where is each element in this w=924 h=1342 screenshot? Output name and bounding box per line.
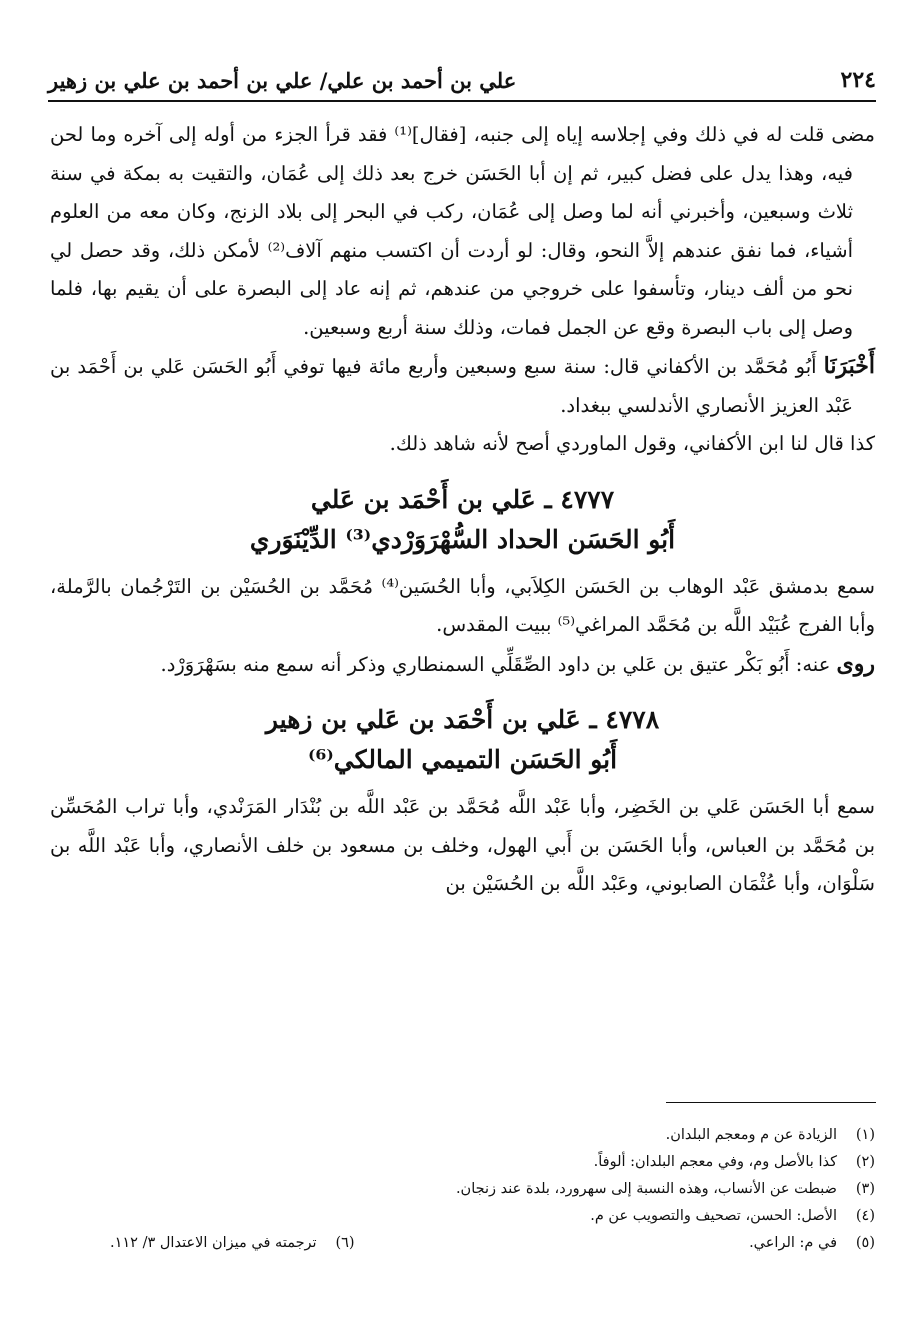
footnote-text: كذا بالأصل وم، وفي معجم البلدان: ألوفاً. [593,1154,837,1170]
footnote-text: في م: الراعي. [749,1235,837,1251]
paragraph-rawa [50,645,875,685]
footnote-3 [50,1176,875,1203]
footnote-4 [50,1203,875,1230]
main-text [50,116,875,904]
paragraph-akhbarana [50,347,875,425]
footnote-number: (٥) [855,1235,875,1251]
keyword-rawa: روى [836,650,875,677]
keyword-akhbarana: أَخْبَرَنَا [823,353,875,379]
footnote-row [50,1230,875,1257]
footnote-number: (١) [855,1127,875,1143]
akhbarana-text: أَبُو مُحَمَّد بن الأكفاني قال: سنة سبع وسبعين وأربع مائة فيها توفي أَبُو الحَسَن عَلي بن أَحْمَد بن عَبْد العزيز الأنصاري الأندلسي ببغداد. [50,355,853,417]
entry-subtitle-4778: أَبُو الحَسَن التميمي المالكي⁽⁶⁾ [307,745,618,774]
footnote-text: ضبطت عن الأنساب، وهذه النسبة إلى سهرورد، بلدة عند زنجان. [455,1181,837,1197]
footnote-number: (٤) [855,1208,875,1224]
entry-title-4778: ٤٧٧٨ ـ عَلي بن أَحْمَد بن عَلي بن زهير [265,705,660,734]
footnote-1 [50,1122,875,1149]
running-title: علي بن أحمد بن علي/ علي بن أحمد بن علي بن زهير [48,67,517,93]
paragraph-continuation: مضى قلت له في ذلك وفي إجلاسه إياه إلى جنبه، [فقال]⁽¹⁾ فقد قرأ الجزء من أوله إلى آخره وما لحن فيه، وهذا يدل على فضل كبير، ثم إن أبا الحَسَن خرج بعد ذلك إلى عُمَان، والتقيت به بمكة في سنة ثلاث وسبعين، وأخبرني أنه لما وصل إلى عُمَان، ركب في البحر إلى بلاد الزنج، وكان معه من العلوم أشياء، فما نفق عندهم إلاَّ النحو، وقال: لو أردت أن اكتسب منهم آلاف⁽²⁾ لأمكن ذلك، وقد حصل لي نحو من ألف دينار، وتأسفوا على خروجي من عندهم، ثم إنه عاد إلى البصرة على أن يقيم بها، فلما وصل إلى باب البصرة وقع عن الجمل فمات، وذلك سنة أربع وسبعين. [50,123,875,339]
footnote-5 [749,1230,875,1257]
footnote-separator [666,1102,876,1103]
paragraph-kadha: كذا قال لنا ابن الأكفاني، وقول الماوردي أصح لأنه شاهد ذلك. [389,432,875,455]
footnote-text: الزيادة عن م ومعجم البلدان. [665,1127,837,1143]
entry-title-4777: ٤٧٧٧ ـ عَلي بن أَحْمَد بن عَلي [310,484,615,514]
page-number: ٢٢٤ [840,67,876,93]
footnote-6 [110,1230,355,1257]
entry-subtitle-4777: أَبُو الحَسَن الحداد السُّهْرَوَرْدي⁽³⁾ الدِّيْنَوَري [249,524,676,554]
page-header [48,60,876,102]
footnote-2 [50,1149,875,1176]
footnote-text: ترجمته في ميزان الاعتدال ٣/ ١١٢. [110,1235,317,1251]
footnote-number: (٢) [855,1154,875,1170]
footnote-text: الأصل: الحسن، تصحيف والتصويب عن م. [590,1208,837,1224]
footnote-number: (٣) [855,1181,875,1197]
paragraph-entry-4777-sami: سمع بدمشق عَبْد الوهاب بن الحَسَن الكِلاَبي، وأبا الحُسَين⁽⁴⁾ مُحَمَّد بن الحُسَيْن بن التَرْجُمان بالرَّملة، وأبا الفرج عُبَيْد اللَّه بن مُحَمَّد المراغي⁽⁵⁾ ببيت المقدس. [50,574,875,636]
rawa-text: عنه: أَبُو بَكْر عتيق بن عَلي بن داود الصِّقَلِّي السمنطاري وذكر أنه سمع منه بسَهْرَوَرْد. [160,652,837,676]
footnote-number: (٦) [335,1235,355,1251]
footnotes [50,1122,875,1257]
paragraph-entry-4778-sami: سمع أبا الحَسَن عَلي بن الخَضِر، وأبا عَبْد اللَّه مُحَمَّد بن عَبْد اللَّه بن بُنْدَار المَرَنْدي، وأبا تراب المُحَسِّن بن مُحَمَّد بن العباس، وأبا الحَسَن بن أَبي الهول، وخلف بن مسعود بن خلف الأنصاري، وأبا عَبْد اللَّه بن سَلْوَان، وأبا عُثْمَان الصابوني، وعَبْد اللَّه بن الحُسَيْن بن [50,795,875,895]
